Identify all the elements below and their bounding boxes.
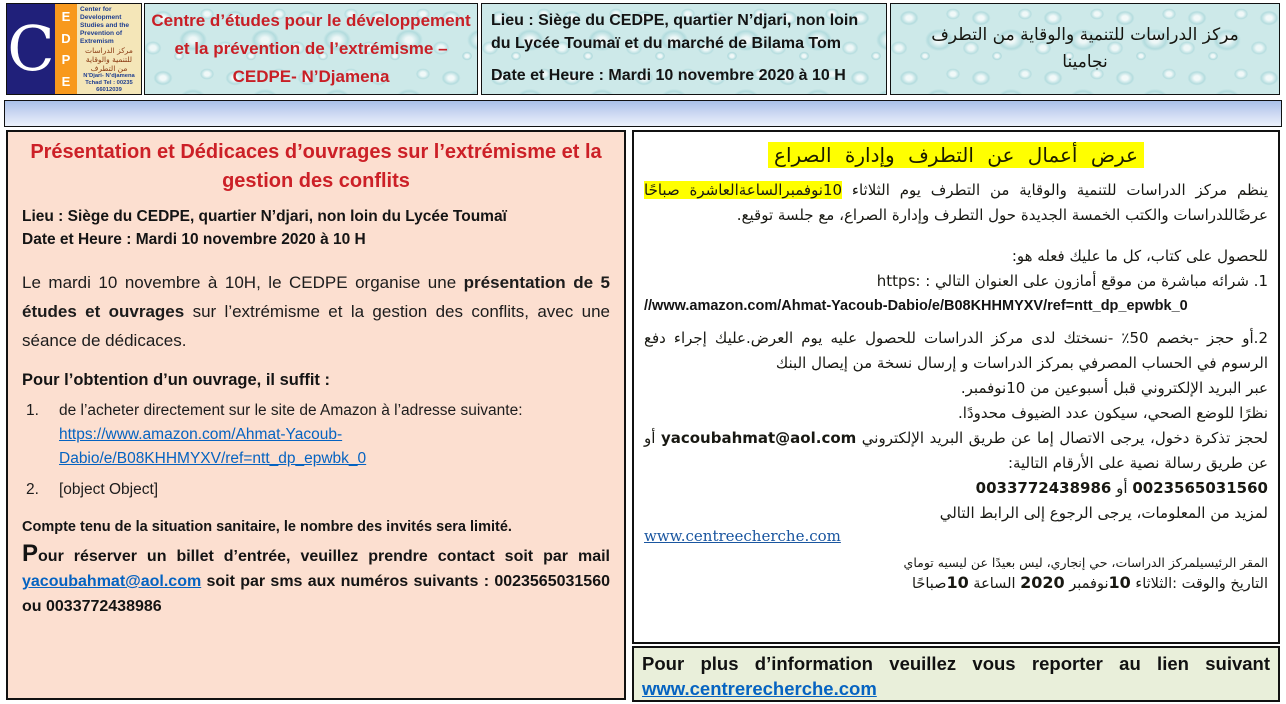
header-title-ar <box>890 3 1280 95</box>
centreecherche-link[interactable]: www.centreecherche.com <box>644 527 841 545</box>
arabic-link-line <box>644 526 1268 545</box>
logo-edpe-strip <box>55 4 77 94</box>
intro-bold-text: présentation de 5 études et ouvrages <box>22 273 610 321</box>
divider-bar <box>4 100 1282 127</box>
amazon-link-line2[interactable]: Dabio/e/B08KHHMYXV/ref=ntt_dp_epwbk_0 <box>59 450 367 467</box>
header-event-info <box>481 3 887 95</box>
french-announcement-panel <box>6 130 626 700</box>
arabic-item-2: 2.أو حجز -بخصم 50٪ -نسختك لدى مركز الدراسات للحصول عليه يوم العرض.عليك إجراء دفع الرسوم في الحساب المصرفي بمركز الدراسات و إرسال نسخة من إيصال البنك <box>644 329 1268 372</box>
logo-c-monogram: C <box>7 4 55 94</box>
logo-letter: P <box>61 52 71 68</box>
cedpe-logo <box>6 3 142 95</box>
header-title-fr <box>144 3 478 95</box>
logo-text-panel <box>77 4 141 94</box>
logo-letter: E <box>61 9 71 25</box>
amazon-link-line1[interactable]: https://www.amazon.com/Ahmat-Yacoub- <box>59 426 343 443</box>
header-location: Lieu : Siège du CEDPE, quartier N’djari, non loin du Lycée Toumaï et du marché de Bilama Tom <box>491 12 859 52</box>
list-item-1 <box>22 399 610 471</box>
list-item-2 <box>22 478 610 502</box>
footer-datetime-text: نوفمبر <box>1064 576 1109 592</box>
arabic-health-note: نظرًا للوضع الصحي، سيكون عدد الضيوف محدودًا. <box>958 404 1268 422</box>
health-note: Compte tenu de la situation sanitaire, le nombre des invités sera limité. <box>22 519 512 535</box>
announcement-location: Lieu : Siège du CEDPE, quartier N’djari, non loin du Lycée Toumaï <box>22 208 507 225</box>
booking-text: soit par sms aux numéros suivants : 0023565031560 ou 0033772438986 <box>22 573 610 615</box>
booking-paragraph <box>22 541 610 619</box>
arabic-booking-text: أو عن طريق رسالة نصية على الأرقام التالية: <box>644 429 1268 472</box>
announcement-title: Présentation et Dédicaces d’ouvrages sur l’extrémisme et la gestion des conflits <box>30 141 602 192</box>
arabic-intro-text: عرضًاللدراسات والكتب الخمسة الجديدة حول التطرف وإدارة الصراع، مع جلسة توقيع. <box>736 206 1268 224</box>
header-datetime: Date et Heure : Mardi 10 novembre 2020 à 10 H <box>491 67 846 84</box>
arabic-item-2b: عبر البريد الإلكتروني قبل أسبوعين من 10نوفمبر. <box>960 379 1268 397</box>
arabic-announcement-panel <box>632 130 1280 644</box>
arabic-title-highlight: عرض أعمال عن التطرف وإدارة الصراع <box>768 142 1144 168</box>
https-prefix: https: <box>876 272 921 290</box>
footer-datetime-text: صباحًا <box>911 576 947 592</box>
arabic-phone-numbers <box>644 476 1268 501</box>
or-text: أو <box>1111 479 1133 497</box>
buy-instruction: de l’acheter directement sur le site de Amazon à l’adresse suivante: <box>59 402 523 419</box>
intro-text: Le mardi 10 novembre à 10H, le CEDPE organise une <box>22 273 464 292</box>
spacer <box>644 318 1268 326</box>
how-to-obtain-heading: Pour l’obtention d’un ouvrage, il suffit : <box>22 371 330 389</box>
list-item-1-text <box>59 399 610 471</box>
footer-day-number: 10 <box>1108 573 1131 592</box>
logo-city-line: N’Djari- N’djamena <box>83 73 135 79</box>
spacer <box>644 228 1268 244</box>
announcement-datetime: Date et Heure : Mardi 10 novembre 2020 à 10 H <box>22 231 366 248</box>
header-title-ar-line1: مركز الدراسات للتنمية والوقاية من التطرف <box>931 25 1239 45</box>
phone-number-1: 0023565031560 <box>1132 479 1268 497</box>
booking-text: our réserver un billet d’entrée, veuillez prendre contact soit par mail <box>38 548 610 565</box>
footer-year-number: 2020 <box>1020 573 1065 592</box>
arabic-booking-text: لحجز تذكرة دخول، يرجى الاتصال إما عن طريق البريد الإلكتروني <box>856 429 1268 447</box>
logo-org-name-ar: مركز الدراسات للتنمية والوقاية من التطرف <box>85 46 133 73</box>
header-title-line3: CEDPE- N’Djamena <box>232 67 390 86</box>
more-info-banner <box>632 646 1280 702</box>
footer-datetime-text: التاريخ والوقت :الثلاثاء <box>1130 576 1268 592</box>
amazon-url-arabic-side[interactable]: //www.amazon.com/Ahmat-Yacoub-Dabio/e/B08KHHMYXV/ref=ntt_dp_epwbk_0 <box>644 298 1188 314</box>
arabic-intro-paragraph <box>644 178 1268 228</box>
arabic-date-highlight: 10نوفمبرالساعةالعاشرة صباحًا <box>644 181 843 199</box>
list-number: 1. <box>26 402 39 419</box>
logo-org-name-en: Center for Development Studies and the Prevention of Extremism <box>80 6 130 45</box>
arabic-title <box>644 140 1268 170</box>
arabic-buy-instruction: 1. شرائه مباشرة من موقع أمازون على العنوان التالي : <box>920 272 1268 290</box>
logo-letter: E <box>61 73 71 89</box>
logo-address <box>80 73 138 94</box>
arabic-item-1 <box>644 269 1268 294</box>
footer-datetime-text: الساعة <box>968 576 1021 592</box>
arabic-howto-line: للحصول على كتاب، كل ما عليك فعله هو: <box>1011 247 1268 265</box>
arabic-booking-paragraph <box>644 426 1268 476</box>
booking-dropcap: P <box>22 540 39 567</box>
arabic-more-info-line: لمزيد من المعلومات، يرجى الرجوع إلى الرابط التالي <box>939 504 1268 522</box>
amazon-link[interactable] <box>59 426 366 467</box>
intro-paragraph <box>22 268 610 355</box>
phone-number-2: 0033772438986 <box>975 479 1112 497</box>
centrerecherche-link[interactable]: www.centrerecherche.com <box>642 678 877 699</box>
intro-text: sur l’extrémisme et la gestion des conflits, avec une séance de dédicaces. <box>22 302 610 350</box>
spacer <box>644 545 1268 553</box>
more-info-text: Pour plus d’information veuillez vous reporter au lien suivant <box>642 653 1270 674</box>
list-number: 2. <box>26 481 39 498</box>
list-item-2-text: [object Object] <box>59 481 159 498</box>
footer-hour-number: 10 <box>946 573 969 592</box>
arabic-footer-address: المقر الرئيسيلمركز الدراسات، حي إنجاري، ليس بعيدًا عن ليسيه توماي <box>903 555 1268 570</box>
arabic-intro-text: ينظم مركز الدراسات للتنمية والوقاية من التطرف يوم الثلاثاء <box>842 181 1268 199</box>
header-title-line2: et la prévention de l’extrémisme – <box>174 39 448 58</box>
logo-tel-line: Tchad Tel : 00235 66012039 <box>85 80 133 93</box>
header-title-line1: Centre d’études pour le développement <box>151 11 471 30</box>
header-title-ar-line2: نجامينا <box>1062 52 1108 72</box>
arabic-footer-datetime <box>644 572 1268 595</box>
logo-letter: D <box>61 30 71 46</box>
email-link[interactable]: yacoubahmat@aol.com <box>22 573 202 590</box>
arabic-email-link[interactable]: yacoubahmat@aol.com <box>660 429 857 447</box>
